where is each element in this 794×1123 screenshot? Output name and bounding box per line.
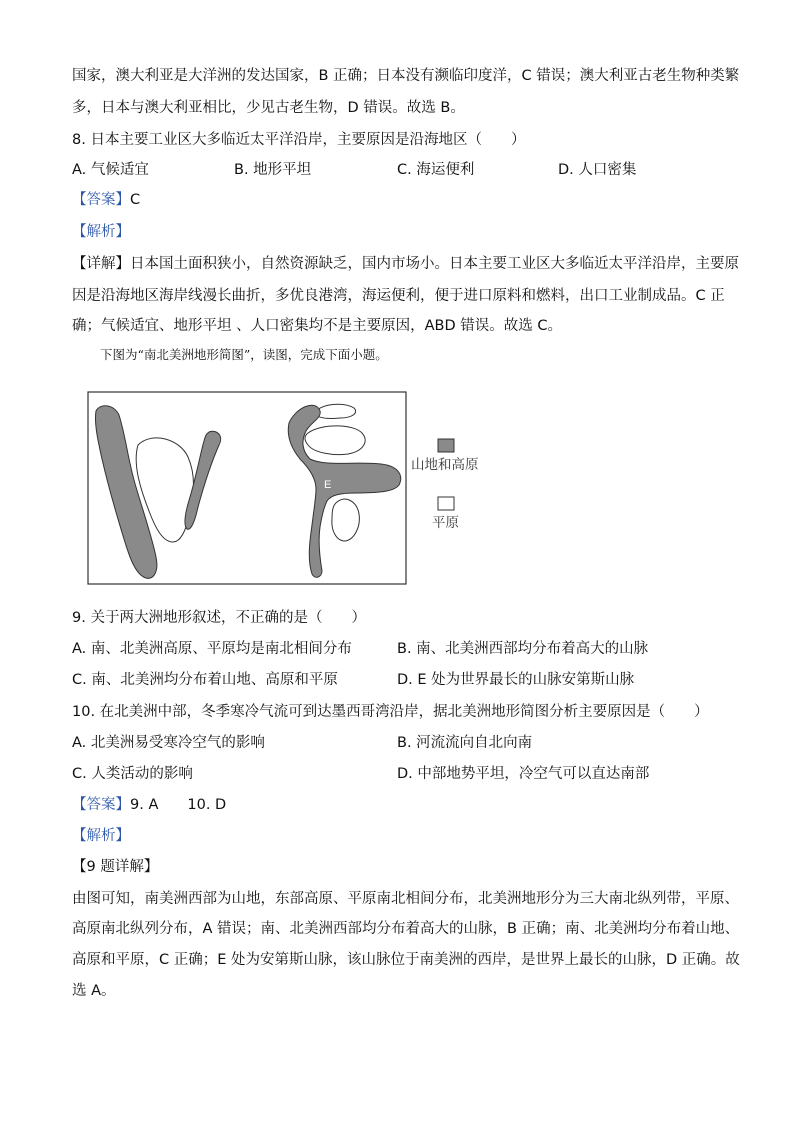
legend-swatch-plain bbox=[438, 497, 454, 510]
q9-detail-line-4: 选 A。 bbox=[72, 983, 116, 999]
legend-swatch-mountains bbox=[438, 439, 454, 452]
q8-option-c: C. 海运便利 bbox=[397, 162, 475, 178]
q9-detail-line-2: 高原南北纵列分布，A 错误；南、北美洲西部均分布着高大的山脉，B 正确；南、北美洲均分布着山地、 bbox=[72, 921, 740, 937]
figure-caption: 下图为“南北美洲地形简图”，读图，完成下面小题。 bbox=[100, 347, 388, 362]
q8-answer: C bbox=[130, 192, 141, 208]
answer-label: 【答案】 bbox=[72, 192, 130, 208]
q9-option-d: D. E 处为世界最长的山脉安第斯山脉 bbox=[397, 672, 635, 688]
q8-stem: 8. 日本主要工业区大多临近太平洋沿岸，主要原因是沿海地区（ ） bbox=[72, 132, 526, 148]
q8-detail-line-2: 因是沿海地区海岸线漫长曲折，多优良港湾，海运便利，便于进口原料和燃料，出口工业制成品。C 正 bbox=[72, 288, 725, 304]
legend-label-mountains: 山地和高原 bbox=[411, 457, 479, 473]
q8-detail-label: 【详解】 bbox=[72, 256, 130, 272]
q8-detail-line-1 bbox=[72, 254, 739, 274]
q10-option-c: C. 人类活动的影响 bbox=[72, 766, 193, 782]
americas-terrain-map bbox=[86, 389, 486, 589]
q8-option-a: A. 气候适宜 bbox=[72, 162, 149, 178]
q9-option-a: A. 南、北美洲高原、平原均是南北相间分布 bbox=[72, 641, 352, 657]
answers-line bbox=[72, 795, 226, 815]
q8-answer-line bbox=[72, 190, 140, 210]
q10-option-b: B. 河流流向自北向南 bbox=[397, 735, 533, 751]
q10-option-a: A. 北美洲易受寒冷空气的影响 bbox=[72, 735, 265, 751]
q8-option-b: B. 地形平坦 bbox=[234, 162, 312, 178]
q9-detail-line-3: 高原和平原，C 正确；E 处为安第斯山脉，该山脉位于南美洲的西岸，是世界上最长的山脉，D 正确。故 bbox=[72, 952, 740, 968]
q8-detail-line-3: 确；气候适宜、地形平坦 、人口密集均不是主要原因，ABD 错误。故选 C。 bbox=[72, 318, 562, 334]
q10-stem: 10. 在北美洲中部，冬季寒冷气流可到达墨西哥湾沿岸，据北美洲地形简图分析主要原因是（ ） bbox=[72, 704, 709, 720]
point-e-label: E bbox=[324, 479, 332, 491]
answers-analysis-label: 【解析】 bbox=[72, 828, 130, 844]
q9-stem: 9. 关于两大洲地形叙述，不正确的是（ ） bbox=[72, 610, 366, 626]
legend-label-plain: 平原 bbox=[432, 515, 459, 531]
intro-line-2: 多，日本与澳大利亚相比，少见古老生物，D 错误。故选 B。 bbox=[72, 100, 465, 116]
q8-detail-text-1: 日本国土面积狭小，自然资源缺乏，国内市场小。日本主要工业区大多临近太平洋沿岸，主要原 bbox=[130, 256, 739, 272]
q9-detail-line-1: 由图可知，南美洲西部为山地，东部高原、平原南北相间分布，北美洲地形分为三大南北纵列带，平原、 bbox=[72, 891, 739, 907]
q8-option-d: D. 人口密集 bbox=[558, 162, 637, 178]
answers-text: 9. A 10. D bbox=[130, 797, 227, 813]
q9-option-c: C. 南、北美洲均分布着山地、高原和平原 bbox=[72, 672, 338, 688]
q10-option-d: D. 中部地势平坦，冷空气可以直达南部 bbox=[397, 766, 650, 782]
intro-line-1: 国家，澳大利亚是大洋洲的发达国家，B 正确；日本没有濒临印度洋，C 错误；澳大利亚古老生物种类繁 bbox=[72, 68, 740, 84]
q9-option-b: B. 南、北美洲西部均分布着高大的山脉 bbox=[397, 641, 649, 657]
q9-detail-label: 【9 题详解】 bbox=[72, 859, 159, 875]
answers-label: 【答案】 bbox=[72, 797, 130, 813]
q8-analysis-label: 【解析】 bbox=[72, 224, 130, 240]
